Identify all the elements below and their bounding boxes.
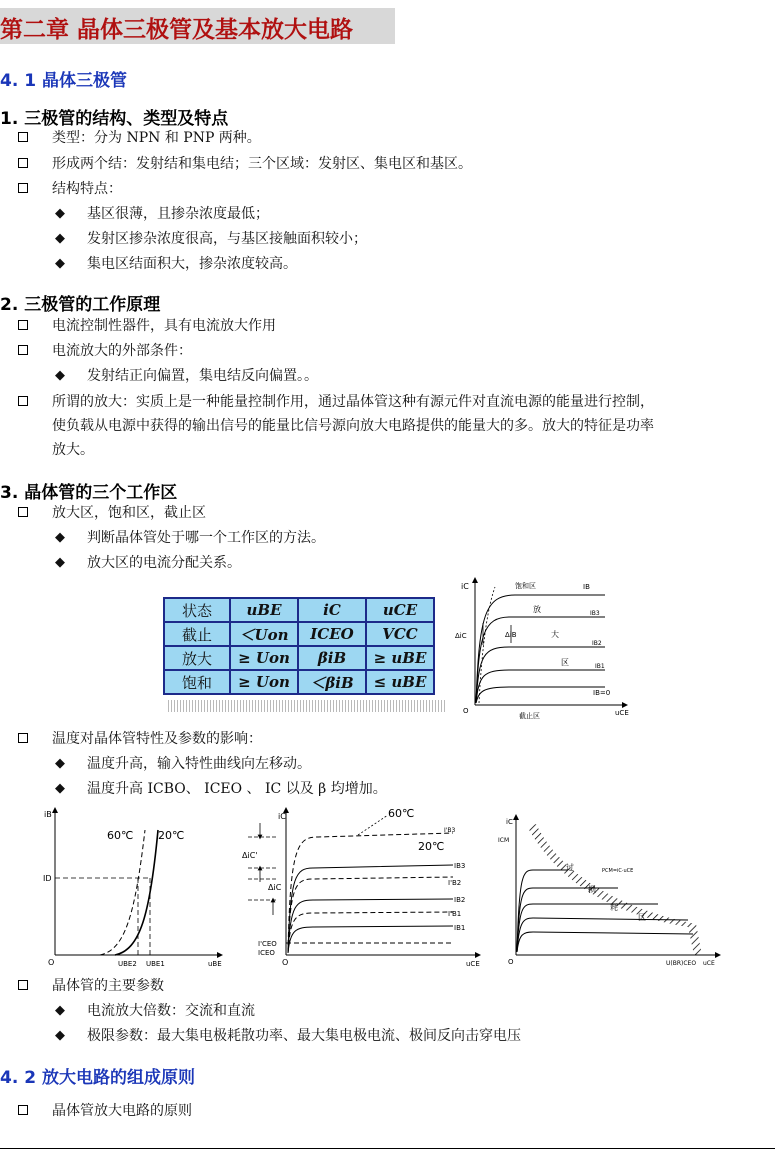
fig1-ib-label: IB (583, 583, 590, 591)
fig3-ib2-label: IB2 (454, 896, 466, 904)
checkbox-bullet-icon (18, 320, 28, 330)
fig4-ic-label: iC (506, 818, 513, 826)
fig1-ib2-label: IB2 (592, 640, 602, 647)
table-row (164, 622, 434, 646)
table-cell: ≥ Uon (230, 646, 298, 670)
subheading-structure: 1. 三极管的结构、类型及特点 (0, 109, 229, 129)
fig4-sun-label: 损 (588, 885, 596, 894)
section-heading-4-1: 4. 1 晶体三极管 (0, 71, 127, 91)
checkbox-bullet-icon (18, 132, 28, 142)
diamond-bullet-icon: ◆ (55, 781, 65, 796)
diamond-bullet-icon: ◆ (55, 231, 65, 246)
fig1-dib-label: ΔiB (505, 631, 517, 639)
fig4-uceo-label: U(BR)CEO (666, 960, 697, 967)
fig3-t60-label: 60℃ (388, 807, 415, 820)
table-cell: ≥ Uon (230, 670, 298, 694)
checkbox-bullet-icon (18, 980, 28, 990)
fig1-qu-label: 区 (561, 658, 569, 667)
fig3-origin-label: O (282, 958, 289, 967)
fig1-ib0-label: IB=0 (593, 689, 611, 697)
diamond-bullet-icon: ◆ (55, 756, 65, 771)
table-cell: ＜Uon (230, 622, 298, 646)
output-temperature-figure (238, 805, 488, 970)
fig3-ib2p-label: I'B2 (448, 879, 462, 887)
fig3-dic2-label: ΔiC (268, 883, 282, 892)
table-cell: 饱和 (164, 670, 230, 694)
subheading-regions: 3. 晶体管的三个工作区 (0, 483, 178, 503)
diamond-bullet-icon: ◆ (55, 1003, 65, 1018)
checkbox-bullet-icon (18, 396, 28, 406)
table-cell: 放大 (164, 646, 230, 670)
fig1-ib1-label: IB1 (595, 663, 605, 670)
diamond-bullet-icon: ◆ (55, 256, 65, 271)
table-cell: ≤ uBE (366, 670, 434, 694)
safe-operating-area-figure (498, 812, 728, 972)
fig4-origin-label: O (508, 958, 514, 966)
table-cell: ≥ uBE (366, 646, 434, 670)
table-row (164, 670, 434, 694)
fig4-icm-label: ICM (498, 837, 510, 844)
diamond-bullet-icon: ◆ (55, 1028, 65, 1043)
fig1-dic-label: ΔiC (455, 632, 467, 640)
fig4-uce-label: uCE (703, 960, 715, 967)
fig4-qu-label: 区 (638, 913, 646, 922)
fig3-t20-label: 20℃ (418, 840, 445, 853)
state-table (163, 597, 435, 695)
checkbox-bullet-icon (18, 507, 28, 517)
paragraph-amplification: 所谓的放大：实质上是一种能量控制作用，通过晶体管这种有源元件对直流电源的能量进行控制， 使负载从电源中获得的输出信号的能量比信号源向放大电路提供的能量大的多。放大的特征是功率 放大。 (52, 394, 654, 458)
diamond-bullet-icon: ◆ (55, 530, 65, 545)
output-characteristics-figure (455, 575, 635, 725)
diamond-bullet-icon: ◆ (55, 368, 65, 383)
fig3-ib1-label: IB1 (454, 924, 466, 932)
fig1-sat-label: 饱和区 (515, 582, 536, 590)
fig2-origin-label: O (48, 958, 55, 967)
page-bottom-rule (0, 1148, 775, 1149)
fig2-t60-label: 60℃ (107, 829, 134, 842)
fig3-dic1-label: ΔiC' (242, 851, 258, 860)
checkbox-bullet-icon (18, 1105, 28, 1115)
table-cell: βiB (298, 646, 366, 670)
fig2-t20-label: 20℃ (158, 829, 185, 842)
table-cell: uCE (366, 598, 434, 622)
chapter-title-bar (0, 8, 395, 44)
fig2-id-label: ID (43, 874, 52, 883)
checkbox-bullet-icon (18, 733, 28, 743)
table-cell: ICEO (298, 622, 366, 646)
fig3-ib3-label: IB3 (454, 862, 466, 870)
table-cell: ＜βiB (298, 670, 366, 694)
table-cell: 截止 (164, 622, 230, 646)
checkbox-bullet-icon (18, 183, 28, 193)
chapter-title: 第二章 晶体三极管及基本放大电路 (0, 17, 354, 43)
fig2-ube-label: uBE (208, 960, 222, 968)
fig2-ube1-label: UBE1 (146, 960, 165, 968)
fig1-ic-label: iC (461, 582, 469, 591)
fig3-uce-label: uCE (466, 960, 480, 968)
fig1-origin-label: O (463, 707, 469, 715)
checkbox-bullet-icon (18, 345, 28, 355)
table-row (164, 646, 434, 670)
fig2-ube2-label: UBE2 (118, 960, 137, 968)
subheading-principle: 2. 三极管的工作原理 (0, 295, 161, 315)
checkbox-bullet-icon (18, 158, 28, 168)
fig4-pcm-label: PCM=iC·uCE (602, 868, 634, 874)
table-shadow (168, 700, 446, 712)
diamond-bullet-icon: ◆ (55, 555, 65, 570)
table-cell: 状态 (164, 598, 230, 622)
fig1-cut-label: 截止区 (519, 712, 540, 720)
fig1-uce-label: uCE (615, 709, 629, 717)
fig3-iceop-label: I'CEO (258, 940, 277, 948)
fig4-guo-label: 过 (566, 863, 574, 872)
diamond-bullet-icon: ◆ (55, 206, 65, 221)
fig1-ib3-label: IB3 (590, 610, 600, 617)
fig3-ic-label: iC (278, 812, 286, 821)
table-row (164, 598, 434, 622)
fig3-ib3p-label: I'B3 (444, 827, 456, 834)
fig2-ib-label: iB (44, 810, 52, 819)
input-characteristics-figure (40, 805, 230, 970)
fig3-ib1p-label: I'B1 (448, 910, 462, 918)
table-cell: uBE (230, 598, 298, 622)
fig1-fang-label: 放 (533, 605, 541, 614)
fig4-hao-label: 耗 (610, 903, 618, 912)
fig3-iceo-label: ICEO (258, 949, 275, 957)
table-cell: iC (298, 598, 366, 622)
section-heading-4-2: 4. 2 放大电路的组成原则 (0, 1068, 195, 1088)
table-cell: VCC (366, 622, 434, 646)
fig1-da-label: 大 (551, 630, 559, 639)
